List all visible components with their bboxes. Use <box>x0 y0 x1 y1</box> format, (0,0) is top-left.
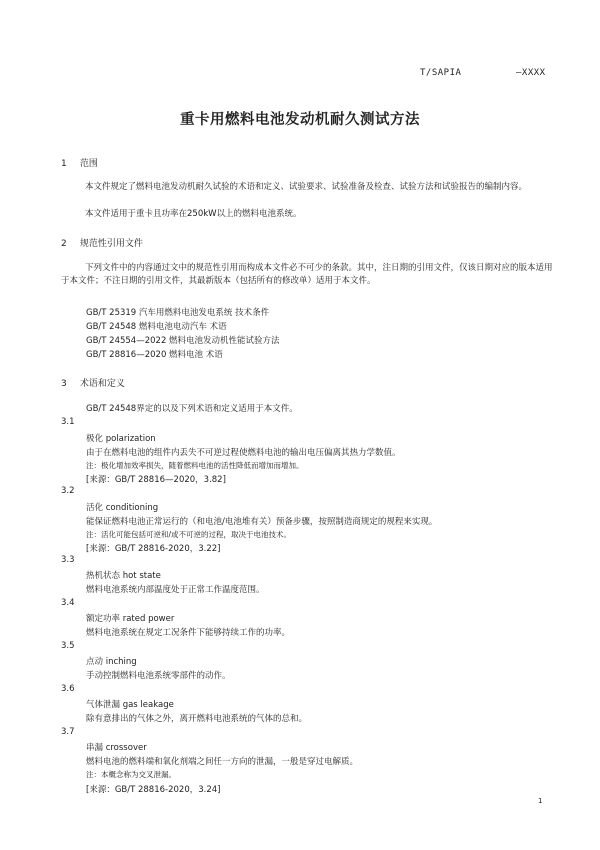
term-note: 注：活化可能包括可逆和/或不可逆的过程，取决于电池技术。 <box>86 530 292 539</box>
reference-item: GB/T 28816—2020 燃料电池 术语 <box>86 350 223 360</box>
term-source: [来源：GB/T 28816-2020，3.22] <box>86 544 221 554</box>
term-note: 注：本概念称为交叉泄漏。 <box>86 770 176 779</box>
term-number: 3.4 <box>61 598 75 608</box>
term-number: 3.7 <box>61 727 75 737</box>
section-1-paragraph: 本文件规定了燃料电池发动机耐久试验的术语和定义、试验要求、试验准备及检查、试验方法和试验报告的编制内容。 <box>85 182 528 192</box>
term-name: 串漏 crossover <box>86 743 147 753</box>
section-title: 范围 <box>79 159 98 169</box>
section-number: 1 <box>61 159 67 169</box>
section-2-heading <box>61 236 143 249</box>
term-definition: 能保证燃料电池正常运行的（和电池/电池堆有关）预备步骤，按照制造商规定的规程来实现。 <box>86 517 438 527</box>
section-2-paragraph: 下列文件中的内容通过文中的规范性引用而构成本文件必不可少的条款。其中，注日期的引用文件，仅该日期对应的版本适用于本文件；不注日期的引用文件，其最新版本（包括所有的修改单）适用于本文件。 <box>61 263 553 286</box>
term-number: 3.3 <box>61 555 75 565</box>
term-name: 热机状态 hot state <box>86 571 161 581</box>
section-3-heading <box>61 376 125 389</box>
term-number: 3.1 <box>61 417 75 427</box>
section-1-heading <box>61 156 98 169</box>
standard-code: T/SAPIA <box>420 68 462 78</box>
term-name: 极化 polarization <box>86 434 156 444</box>
term-number: 3.2 <box>61 486 75 496</box>
term-name: 点动 inching <box>86 657 137 667</box>
term-definition: 除有意排出的气体之外，离开燃料电池系统的气体的总和。 <box>86 714 308 724</box>
section-number: 2 <box>61 239 67 249</box>
term-name: 气体泄漏 gas leakage <box>86 700 174 710</box>
standard-number: —XXXX <box>516 68 546 78</box>
term-definition: 手动控制燃料电池系统零部件的动作。 <box>86 671 231 681</box>
term-source: [来源：GB/T 28816-2020，3.24] <box>86 785 221 795</box>
section-3-intro: GB/T 24548界定的以及下列术语和定义适用于本文件。 <box>86 404 298 414</box>
term-definition: 由于在燃料电池的组件内丢失不可逆过程使燃料电池的输出电压偏离其热力学数值。 <box>86 448 401 458</box>
reference-item: GB/T 24548 燃料电池电动汽车 术语 <box>86 322 227 332</box>
term-note: 注：极化增加效率损失，随着燃料电池的活性降低而增加而增加。 <box>86 461 304 470</box>
reference-item: GB/T 25319 汽车用燃料电池发电系统 技术条件 <box>86 308 270 318</box>
term-number: 3.5 <box>61 641 75 651</box>
term-definition: 燃料电池系统在规定工况条件下能够持续工作的功率。 <box>86 628 291 638</box>
reference-item: GB/T 24554—2022 燃料电池发动机性能试验方法 <box>86 336 280 346</box>
term-definition: 燃料电池系统内部温度处于正常工作温度范围。 <box>86 585 265 595</box>
term-number: 3.6 <box>61 684 75 694</box>
term-name: 活化 conditioning <box>86 503 159 513</box>
term-definition: 燃料电池的燃料端和氧化剂端之间任一方向的泄漏，一般是穿过电解质。 <box>86 757 359 767</box>
section-title: 术语和定义 <box>79 379 125 389</box>
section-number: 3 <box>61 379 67 389</box>
term-name: 额定功率 rated power <box>86 614 175 624</box>
section-1-scope-paragraph: 本文件适用于重卡且功率在250kW以上的燃料电池系统。 <box>85 209 302 219</box>
page-number: 1 <box>538 797 543 805</box>
section-title: 规范性引用文件 <box>79 239 143 249</box>
term-source: [来源：GB/T 28816—2020，3.82] <box>86 475 226 485</box>
document-title: 重卡用燃料电池发动机耐久测试方法 <box>180 112 420 128</box>
